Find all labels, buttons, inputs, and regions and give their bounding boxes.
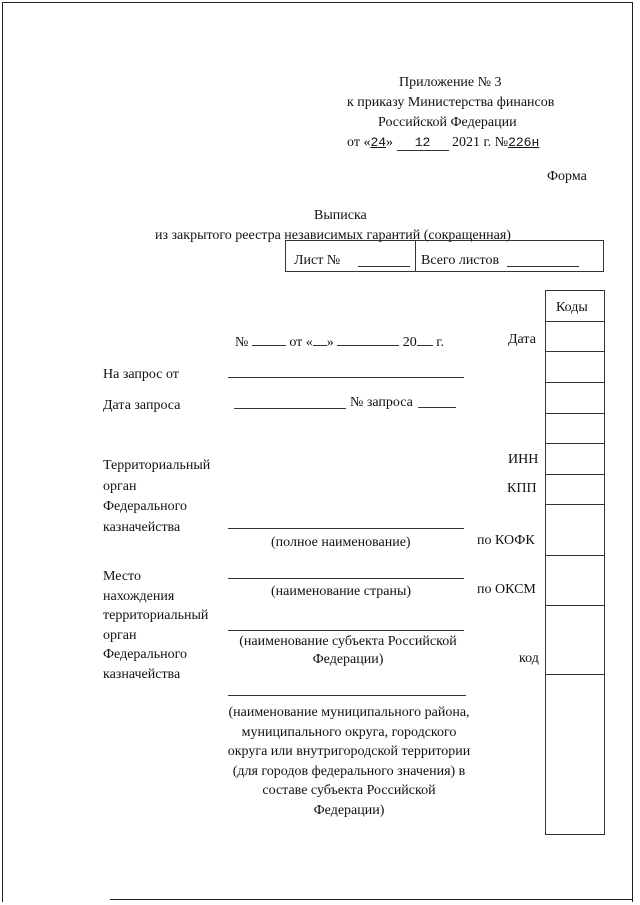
codes-row: [546, 351, 604, 352]
codes-row: [546, 321, 604, 322]
request-number-label: № запроса: [350, 395, 413, 410]
oksm-label: по ОКСМ: [477, 582, 536, 597]
bottom-edge: [110, 899, 633, 900]
appendix-date-line: [347, 134, 539, 152]
appendix-order: к приказу Министерства финансов: [347, 95, 555, 110]
kofk-label: по КОФК: [477, 533, 535, 548]
year-prefix: 20: [402, 335, 417, 350]
quote-close-2: »: [326, 335, 334, 350]
location-l6: казначейства: [103, 666, 181, 682]
order-month: 12: [397, 136, 449, 151]
codes-header: Коды: [556, 300, 588, 315]
territorial-body-l4: казначейства: [103, 519, 181, 535]
codes-table: [545, 290, 605, 835]
region-line: [228, 630, 464, 631]
sheet-number-label: Лист №: [294, 253, 341, 268]
request-date-label: Дата запроса: [103, 398, 181, 413]
from-label: от: [347, 135, 360, 150]
territorial-body-l1: Территориальный: [103, 458, 211, 473]
location-l5: Федерального: [103, 647, 188, 662]
quote-open-2: «: [305, 335, 313, 350]
municipality-line: [228, 695, 466, 696]
year-suffix: г.: [436, 335, 444, 350]
codes-row: [546, 413, 604, 414]
codes-row: [546, 382, 604, 383]
location-label: [103, 567, 208, 684]
order-day: 24: [370, 135, 387, 150]
full-name-line: [228, 528, 464, 529]
order-year-number-label: 2021 г. №: [452, 135, 509, 150]
region-caption: (наименование субъекта Российской Федерации): [239, 634, 457, 667]
left-edge: [2, 2, 3, 902]
location-l3: территориальный: [103, 608, 209, 623]
codes-row: [546, 555, 604, 556]
request-date-line: [234, 408, 346, 409]
request-from-label: На запрос от: [103, 367, 179, 382]
territorial-body-l2: орган: [103, 478, 137, 494]
kpp-label: КПП: [507, 481, 537, 496]
doc-title: Выписка: [314, 208, 367, 223]
appendix-title: Приложение № 3: [399, 75, 502, 90]
date-code-label: Дата: [508, 332, 536, 347]
location-l2: нахождения: [103, 588, 175, 604]
appendix-ministry: Российской Федерации: [378, 115, 517, 130]
inn-label: ИНН: [508, 452, 539, 467]
quote-close: »: [386, 135, 394, 150]
number-from: от: [289, 335, 303, 350]
doc-subtitle: из закрытого реестра независимых гарантий (сокращенная): [155, 228, 511, 243]
sheet-total-line: [507, 266, 579, 267]
top-edge: [2, 2, 633, 3]
codes-row: [546, 474, 604, 475]
sheet-total-label: Всего листов: [421, 253, 500, 268]
request-from-line: [228, 377, 464, 378]
location-l1: Место: [103, 569, 141, 584]
codes-row: [546, 443, 604, 444]
country-line: [228, 578, 464, 579]
quote-open: «: [363, 135, 371, 150]
municipality-caption: (наименование муниципального района, муниципального округа, городского округа или внутригородской территории (для городов федерального значения) в составе субъекта Российской Федерации): [227, 705, 471, 818]
request-number-line: [418, 407, 456, 408]
number-sign: №: [235, 335, 249, 350]
sheet-number-line: [358, 266, 410, 267]
order-number: 226н: [508, 135, 540, 150]
codes-row: [546, 605, 604, 606]
location-l4: орган: [103, 627, 137, 643]
full-name-caption: (полное наименование): [271, 535, 411, 550]
number-date-line: [235, 333, 444, 352]
codes-row: [546, 504, 604, 505]
right-edge: [632, 2, 633, 902]
codes-row: [546, 674, 604, 675]
territorial-body-l3: Федерального: [103, 499, 188, 514]
country-caption: (наименование страны): [271, 584, 412, 599]
code-label: код: [519, 651, 539, 666]
form-label: Форма: [547, 169, 587, 184]
territorial-body-label: [103, 456, 210, 538]
